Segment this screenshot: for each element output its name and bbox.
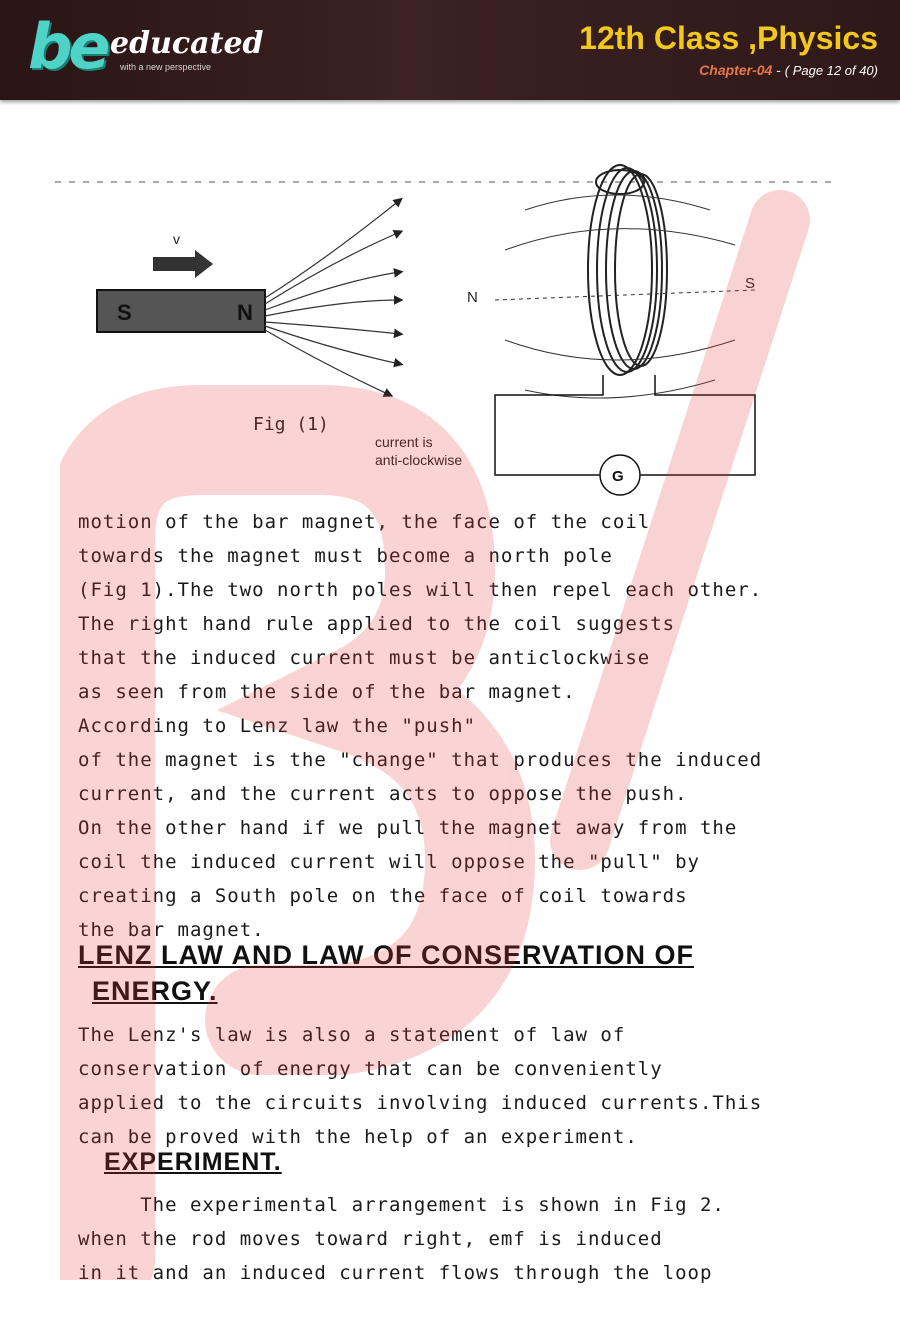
text-line: applied to the circuits involving induced currents.This	[78, 1092, 763, 1114]
text-line: as seen from the side of the bar magnet.	[78, 681, 576, 703]
logo-tagline: with a new perspective	[120, 62, 212, 72]
figure-area	[55, 140, 855, 500]
magnet-pole-s: S	[117, 300, 132, 325]
heading-lenz-conservation	[78, 940, 838, 1012]
chapter-line	[699, 62, 878, 78]
coil-loops	[588, 165, 667, 375]
velocity-arrow-icon	[153, 250, 213, 278]
bar-magnet-figure	[97, 200, 400, 435]
text-line: The experimental arrangement is shown in Fig 2.	[78, 1194, 725, 1216]
coil-figure	[375, 165, 755, 495]
heading-experiment	[104, 1148, 864, 1177]
coil-pole-n: N	[467, 289, 478, 306]
current-note-2: anti-clockwise	[375, 452, 463, 468]
fig1-caption: Fig (1)	[253, 414, 329, 435]
coil-pole-s: S	[745, 275, 756, 292]
text-line: the bar magnet.	[78, 919, 265, 941]
experiment-heading: EXPERIMENT.	[104, 1148, 282, 1176]
text-line: of the magnet is the "change" that produces the induced	[78, 749, 763, 771]
beeducated-logo[interactable]	[10, 6, 264, 96]
text-line: The Lenz's law is also a statement of law of	[78, 1024, 626, 1046]
text-line: current, and the current acts to oppose the push.	[78, 783, 688, 805]
class-title: 12th Class ,Physics	[579, 20, 878, 56]
paragraph-3	[78, 1188, 838, 1290]
text-line: can be proved with the help of an experiment.	[78, 1126, 638, 1148]
text-line: that the induced current must be anticlockwise	[78, 647, 651, 669]
separator: -	[776, 62, 781, 78]
text-line: coil the induced current will oppose the "pull" by	[78, 851, 700, 873]
current-note-1: current is	[375, 434, 433, 450]
paragraph-1	[78, 505, 838, 947]
text-line: creating a South pole on the face of coil towards	[78, 885, 688, 907]
chapter-label: Chapter-04	[699, 62, 773, 78]
text-line: According to Lenz law the "push"	[78, 715, 477, 737]
heading-line-1: LENZ LAW AND LAW OF CONSERVATION OF	[78, 940, 694, 970]
magnet-pole-n: N	[237, 300, 253, 325]
text-line: (Fig 1).The two north poles will then repel each other.	[78, 579, 763, 601]
page-header	[0, 0, 900, 100]
coil-field-lines	[495, 195, 755, 398]
text-line: motion of the bar magnet, the face of the coil	[78, 511, 651, 533]
logo-wordmark: educated	[110, 26, 264, 61]
galvanometer-label: G	[612, 468, 624, 485]
heading-line-2: ENERGY.	[92, 976, 218, 1006]
text-line: The right hand rule applied to the coil suggests	[78, 613, 676, 635]
logo-be-mark: be	[28, 10, 107, 83]
velocity-label: v	[173, 231, 180, 247]
text-line: conservation of energy that can be conveniently	[78, 1058, 663, 1080]
page-info: ( Page 12 of 40)	[784, 63, 878, 78]
text-line: towards the magnet must become a north pole	[78, 545, 613, 567]
field-lines	[265, 200, 400, 395]
text-line: when the rod moves toward right, emf is induced	[78, 1228, 663, 1250]
paragraph-2	[78, 1018, 838, 1154]
text-line: On the other hand if we pull the magnet away from the	[78, 817, 738, 839]
text-line: in it and an induced current flows through the loop	[78, 1262, 713, 1284]
